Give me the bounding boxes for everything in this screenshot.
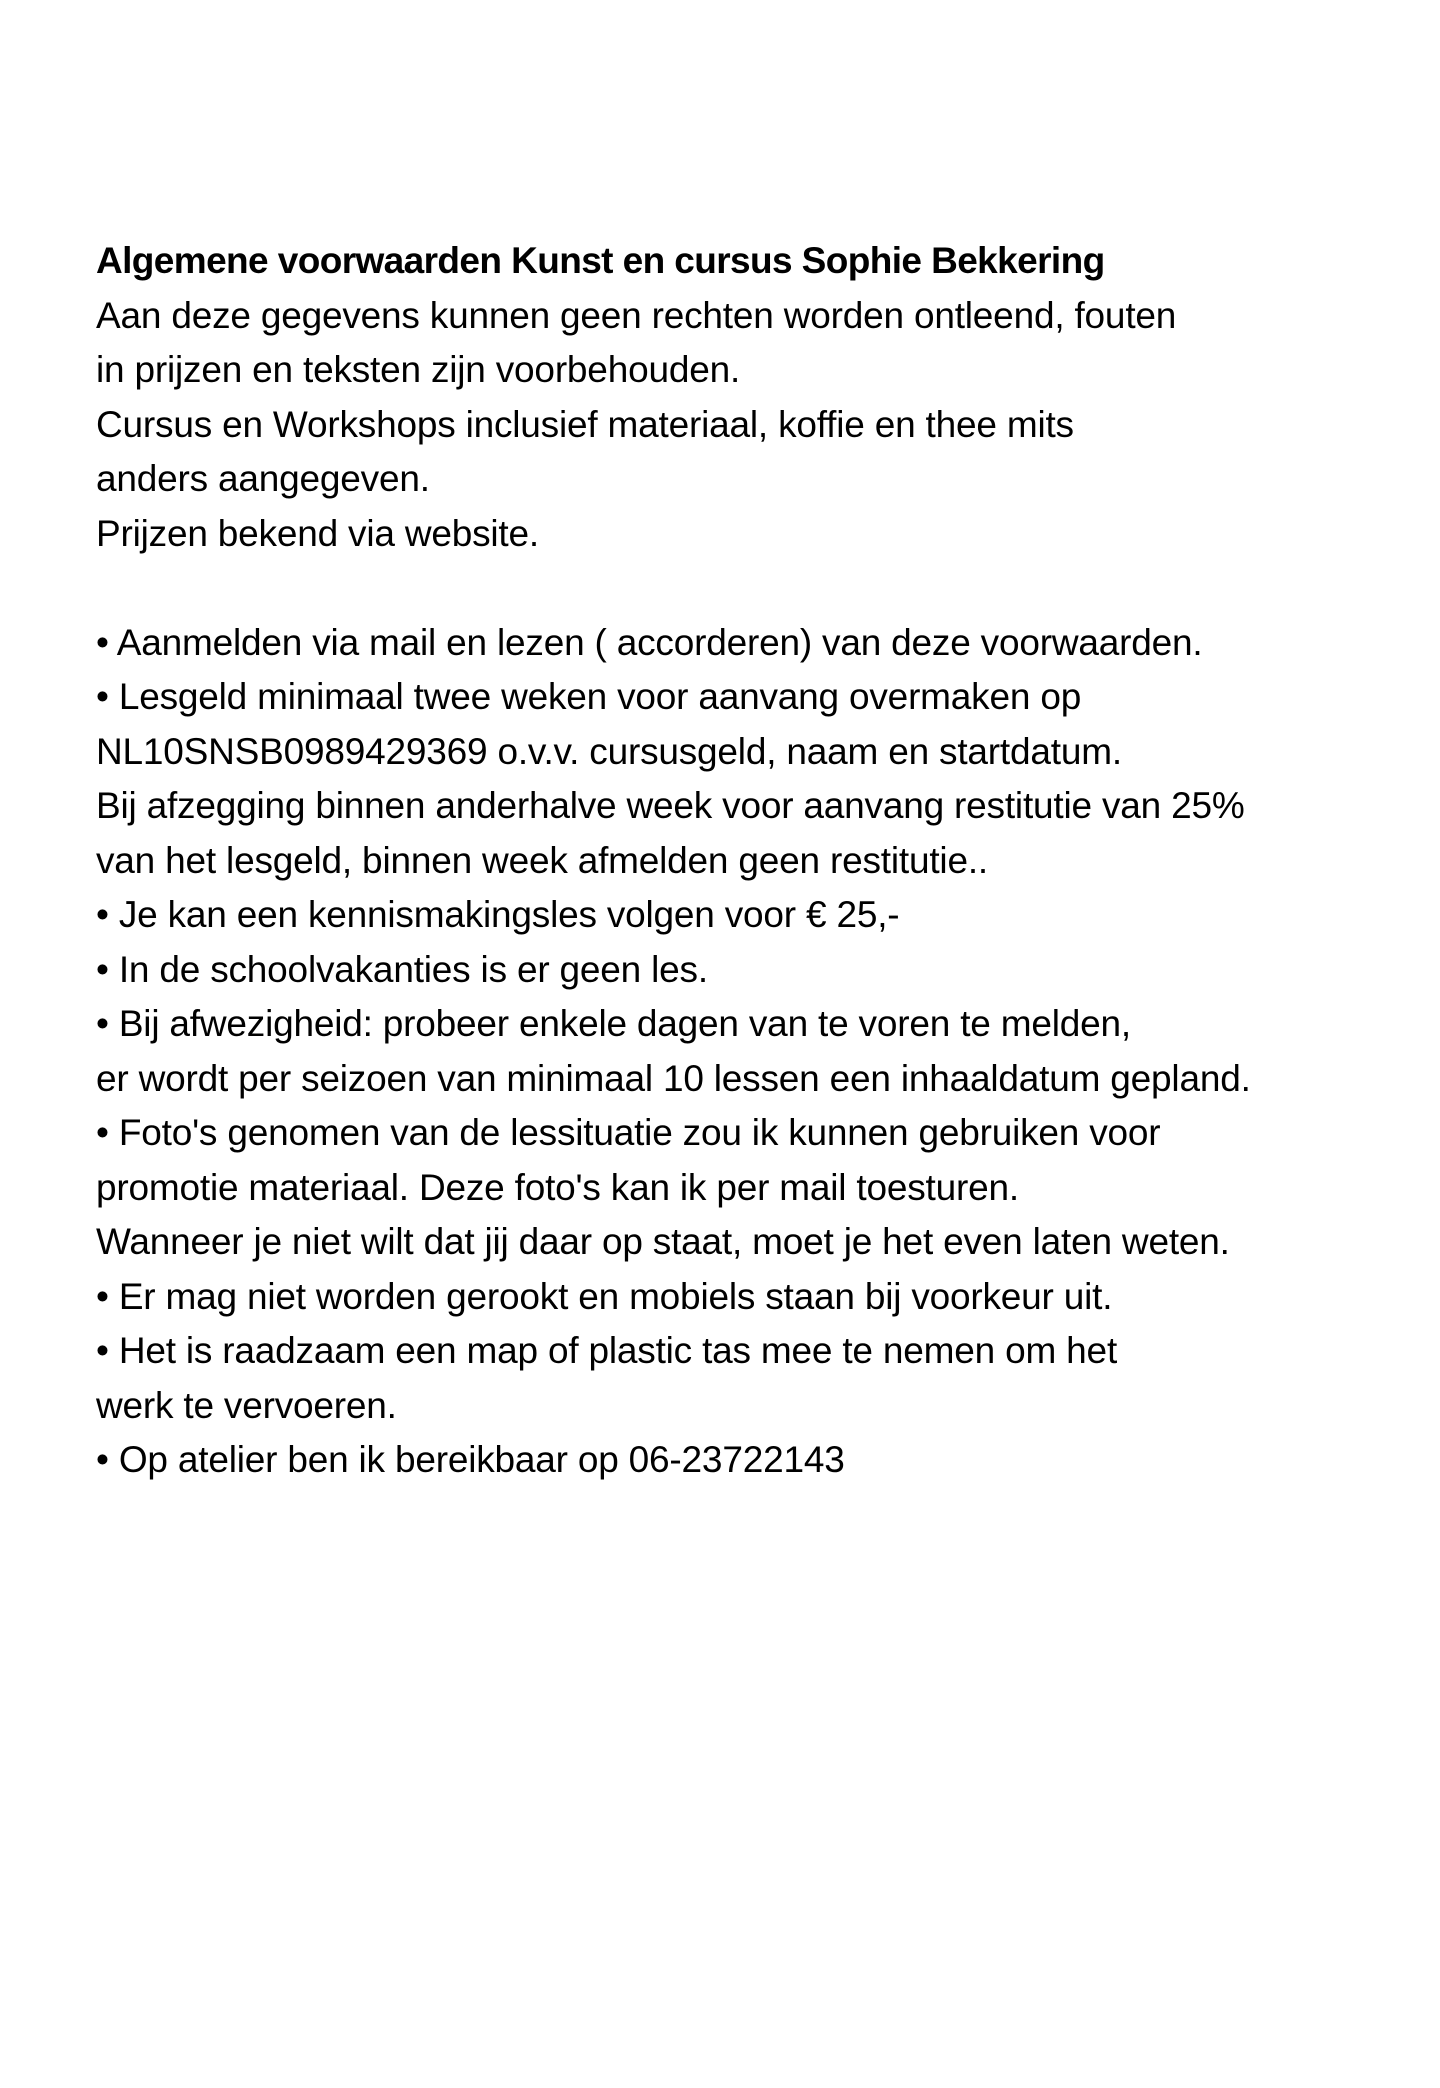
terms-line: NL10SNSB0989429369 o.v.v. cursusgeld, naam en startdatum. bbox=[96, 730, 1122, 772]
terms-line: • Bij afwezigheid: probeer enkele dagen van te voren te melden, bbox=[96, 1003, 1131, 1044]
terms-line: • Aanmelden via mail en lezen ( accorderen) van deze voorwaarden. bbox=[96, 621, 1203, 663]
terms-line: • In de schoolvakanties is er geen les. bbox=[96, 948, 708, 990]
terms-line: Bij afzegging binnen anderhalve week voor aanvang restitutie van 25% bbox=[96, 785, 1245, 826]
terms-line: er wordt per seizoen van minimaal 10 lessen een inhaaldatum gepland. bbox=[96, 1057, 1251, 1099]
terms-line: werk te vervoeren. bbox=[96, 1384, 397, 1426]
intro-line: anders aangegeven. bbox=[96, 458, 430, 499]
intro-line: Prijzen bekend via website. bbox=[96, 512, 539, 554]
terms-line: • Er mag niet worden gerookt en mobiels staan bij voorkeur uit. bbox=[96, 1275, 1113, 1317]
intro-line: in prijzen en teksten zijn voorbehouden. bbox=[96, 349, 741, 390]
terms-line: • Op atelier ben ik bereikbaar op 06-23722143 bbox=[96, 1439, 845, 1480]
intro-line: Cursus en Workshops inclusief materiaal, koffie en thee mits bbox=[96, 403, 1074, 445]
terms-line: • Je kan een kennismakingsles volgen voor € 25,- bbox=[96, 894, 900, 935]
terms-line: • Lesgeld minimaal twee weken voor aanvang overmaken op bbox=[96, 676, 1082, 717]
terms-line: promotie materiaal. Deze foto's kan ik per mail toesturen. bbox=[96, 1166, 1019, 1208]
paragraph-spacer bbox=[96, 561, 1426, 616]
terms-line: Wanneer je niet wilt dat jij daar op staat, moet je het even laten weten. bbox=[96, 1221, 1230, 1262]
terms-content bbox=[96, 234, 1426, 1488]
document-title: Algemene voorwaarden Kunst en cursus Sophie Bekkering bbox=[96, 240, 1105, 281]
intro-line: Aan deze gegevens kunnen geen rechten worden ontleend, fouten bbox=[96, 294, 1177, 336]
terms-line: • Het is raadzaam een map of plastic tas mee te nemen om het bbox=[96, 1330, 1118, 1371]
terms-line: van het lesgeld, binnen week afmelden geen restitutie.. bbox=[96, 839, 988, 881]
terms-line: • Foto's genomen van de lessituatie zou ik kunnen gebruiken voor bbox=[96, 1112, 1161, 1153]
